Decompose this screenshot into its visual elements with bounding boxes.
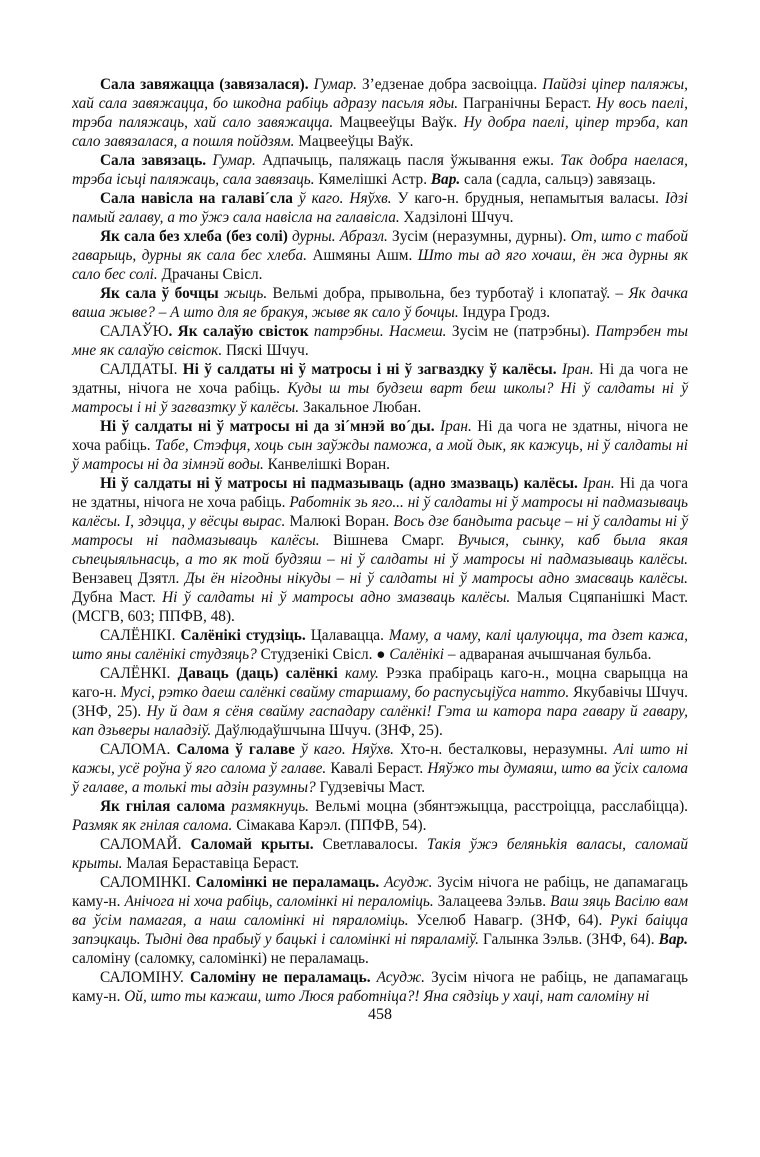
entry-text bbox=[338, 665, 345, 682]
headword-phrase: Як сала ў бочцы bbox=[100, 285, 219, 302]
italic-text: Што ты ад яго хочаш, ён жа дурны як сало бес солі. bbox=[72, 247, 688, 283]
entry-text: Уселюб Навагр. (ЗНФ, 64). bbox=[408, 912, 611, 929]
italic-text: Іран. bbox=[440, 418, 472, 435]
entry-text: Зусім нічога не рабіць, не дапамагаць каму-н. bbox=[72, 874, 688, 910]
entry-text: Кавалі Бераст. bbox=[326, 760, 428, 777]
entry-text: Пагранічны Бераст. bbox=[458, 95, 597, 112]
entry-text: САЛОМА. bbox=[100, 741, 177, 758]
headword-phrase: Ні ў салдаты ні ў матросы ні падмазываць (адно змазваць) калёсы. bbox=[100, 475, 578, 492]
entry-text: САЛОМІНУ. bbox=[100, 969, 190, 986]
entry-text: саломіну (саломку, саломінкі) не пераламаць. bbox=[72, 950, 369, 967]
italic-text: Табе, Стэфця, хоць сын заўжды паможа, а мой дык, як кажуць, ні ў салдаты ні ў матросы ні да зімнэй воды. bbox=[72, 437, 688, 473]
italic-text: Ой, што ты кажаш, што Люся работніца?! Яна сядзіць у хаці, нат саломіну ні bbox=[124, 988, 650, 1005]
italic-text: патрэбны. Насмеш. bbox=[313, 323, 447, 340]
dictionary-entry bbox=[72, 227, 688, 284]
entry-text: Рэзка прабіраць каго-н., моцна сварыцца на каго-н. bbox=[72, 665, 688, 701]
entry-text: Студзенікі Свісл. ● bbox=[256, 646, 390, 663]
italic-text: Ні ў салдаты ні ў матросы адно змазваць калёсы. bbox=[162, 589, 511, 606]
dictionary-entry bbox=[72, 360, 688, 417]
italic-text: Асудж. bbox=[376, 969, 426, 986]
dictionary-entry bbox=[72, 968, 688, 1006]
entry-text: Малыя Сцяпанішкі Маст. (МСГВ, 603; ППФВ, 48). bbox=[72, 589, 688, 625]
headword-phrase: Саломай крыты. bbox=[190, 836, 314, 853]
dictionary-entry bbox=[72, 417, 688, 474]
entry-text: Кямелішкі Астр. bbox=[314, 171, 431, 188]
entry-text: Сімакава Карэл. (ППФВ, 54). bbox=[232, 817, 427, 834]
italic-text: Алі што ні кажы, усё роўна ў яго салома ў галаве. bbox=[72, 741, 688, 777]
entry-text: Гудзевічы Маст. bbox=[315, 779, 426, 796]
italic-text: ў каго. Няўхв. bbox=[300, 741, 394, 758]
italic-text: Куды ш ты будзеш варт беш школы? Ні ў салдаты ні ў матросы і ні ў загвазтку ў калёсы. bbox=[72, 380, 688, 416]
headword-phrase: Саломіну не пераламаць. bbox=[189, 969, 371, 986]
italic-text: Салёнікі bbox=[389, 646, 445, 663]
dictionary-entry bbox=[72, 740, 688, 797]
italic-text: От, што с табой гаварыць, дурны як сала бес хлеба. bbox=[72, 228, 688, 264]
dictionary-entry bbox=[72, 835, 688, 873]
dictionary-entry bbox=[72, 474, 688, 626]
italic-text: Анічога ні хоча рабіць, саломінкі ні пераломіць. bbox=[124, 893, 434, 910]
italic-text: Гумар. bbox=[212, 152, 256, 169]
entry-text: САЛОМІНКІ. bbox=[100, 874, 196, 891]
entry-text: Вішнева Смарг. bbox=[319, 532, 458, 549]
italic-text: Так добра наелася, трэба ісьці паляжаць, сала завязаць. bbox=[72, 152, 688, 188]
headword-phrase: Даваць (даць) салёнкі bbox=[177, 665, 338, 682]
headword-phrase: Ні ў салдаты ні ў матросы ні да зі´мнэй во´ды. bbox=[100, 418, 435, 435]
entry-text: Светлавалосы. bbox=[313, 836, 427, 853]
italic-text: Ваш зяць Васілю вам ва ўсім памагая, а наш саломінкі ні пяраломіць. bbox=[72, 893, 688, 929]
headword-phrase: Салома ў галаве bbox=[176, 741, 295, 758]
entry-text: Дубна Маст. bbox=[72, 589, 163, 606]
entry-text: Ні да чога не здатны, нічога не хоча рабіць. bbox=[72, 361, 688, 397]
dictionary-entry bbox=[72, 189, 688, 227]
entry-text: У каго-н. брудныя, непамытыя валасы. bbox=[391, 190, 665, 207]
entry-text: САЛОМАЙ. bbox=[100, 836, 191, 853]
italic-text: Ідзі памый галаву, а то ўжэ сала навісла на галавісла. bbox=[72, 190, 689, 226]
variant-label: Вар. bbox=[658, 931, 688, 948]
headword-phrase: Сала завязаць. bbox=[100, 152, 207, 169]
italic-text: размякнуць. bbox=[231, 798, 309, 815]
entry-text: Хадзілоні Шчуч. bbox=[399, 209, 514, 226]
entry-text: Зусім не (патрэбны). bbox=[446, 323, 596, 340]
entry-text: САЛЁНІКІ. bbox=[100, 627, 181, 644]
italic-text: Маму, а чаму, калі цалуюцца, та дзет кажа, што яны салёнікі студзяць? bbox=[72, 627, 689, 663]
dictionary-entry bbox=[72, 322, 688, 360]
italic-text: Работнік зь яго... ні ў салдаты ні ў матросы ні падмазываць калёсы. І, здэцца, у вёсцы вырас. bbox=[72, 494, 688, 530]
entry-text: Мацвееўцы Ваўк. bbox=[294, 133, 414, 150]
headword-phrase: Саломінкі не пераламаць. bbox=[195, 874, 380, 891]
italic-text: Іран. bbox=[582, 475, 615, 492]
headword-phrase: Як сала без хлеба (без солі) bbox=[100, 228, 288, 245]
entry-text: Зусім нічога не рабіць, не дапамагаць каму-н. bbox=[72, 969, 689, 1005]
italic-text: Няўжо ты думаяш, што ва ўсіх салома ў галаве, а толькі ты адзін разумны? bbox=[72, 760, 688, 796]
entry-text: Драчаны Свісл. bbox=[157, 266, 263, 283]
italic-text: Ды ён нігодны нікуды – ні ў салдаты ні ў матросы адно змасваць калёсы. bbox=[184, 570, 688, 587]
italic-text: жыць. bbox=[224, 285, 268, 302]
entry-text: Вельмі добра, прывольна, без турботаў і клопатаў. – bbox=[267, 285, 629, 302]
italic-text: Мусі, рэтко даеш салёнкі свайму старшаму, бо распусьціўса натто. bbox=[120, 684, 570, 701]
dictionary-entry bbox=[72, 873, 688, 968]
entry-text: Канвелішкі Воран. bbox=[263, 456, 391, 473]
entry-text: – адвараная ачышчаная бульба. bbox=[444, 646, 652, 663]
entry-text: Зусім (неразумны, дурны). bbox=[387, 228, 571, 245]
italic-text: Гумар. bbox=[313, 76, 357, 93]
entry-text: Малюкі Воран. bbox=[285, 513, 394, 530]
dictionary-entry bbox=[72, 626, 688, 664]
entry-text: САЛДАТЫ. bbox=[100, 361, 183, 378]
headword-phrase: Сала завяжацца (завязалася). bbox=[100, 76, 309, 93]
italic-text: Ну вось паелі, трэба паляжаць, хай сало завяжацца. bbox=[72, 95, 688, 131]
entry-text: Якубавічы Шчуч. (ЗНФ, 25). bbox=[72, 684, 689, 720]
headword-phrase: Сала навісла на галаві´сла bbox=[100, 190, 293, 207]
headword-phrase: Салёнікі студзіць. bbox=[180, 627, 306, 644]
headword-phrase: . Як салаўю свісток bbox=[168, 323, 309, 340]
entry-text: Цалавацца. bbox=[305, 627, 389, 644]
italic-text: Пайдзі ціпер паляжы, хай сала завяжацца, бо шкодна рабіць адразу пасьля яды. bbox=[72, 76, 688, 112]
italic-text: дурны. Абразл. bbox=[292, 228, 388, 245]
entry-text: сала (садла, сальцэ) завязаць. bbox=[460, 171, 656, 188]
headword-phrase: Як гнілая салома bbox=[100, 798, 226, 815]
italic-text: Вось дзе бандыта расьце – ні ў салдаты ні ў матросы ні падмазываць калёсы. bbox=[72, 513, 689, 549]
entry-text: Вельмі моцна (збянтэжыцца, расстроіцца, расслабіцца). bbox=[309, 798, 689, 815]
entry-text: Ні да чога не здатны, нічога не хоча рабіць. bbox=[72, 475, 689, 511]
dictionary-entry bbox=[72, 151, 688, 189]
entry-text: Мацвееўцы Ваўк. bbox=[333, 114, 464, 131]
italic-text: Патрэбен ты мне як салаўю свісток. bbox=[72, 323, 688, 359]
italic-text: каму. bbox=[345, 665, 379, 682]
headword-phrase: Ні ў салдаты ні ў матросы і ні ў загваздку ў калёсы. bbox=[182, 361, 557, 378]
entry-text: Малая Бераставіца Бераст. bbox=[122, 855, 299, 872]
entry-text: Ні да чога не здатны, нічога не хоча рабіць. bbox=[72, 418, 689, 454]
dictionary-entry bbox=[72, 664, 688, 740]
italic-text: Асудж. bbox=[384, 874, 433, 891]
page-number: 458 bbox=[368, 1006, 392, 1023]
entry-text: Вензавец Дзятл. bbox=[72, 570, 185, 587]
entry-text: Адпачыць, паляжаць пасля ўжывання ежы. bbox=[255, 152, 561, 169]
italic-text: Як дачка ваша жыве? – А што для яе бракуя, жыве як сало ў бочцы. bbox=[72, 285, 688, 321]
entry-text: САЛАЎЮ bbox=[100, 323, 169, 340]
entry-text: Ашмяны Ашм. bbox=[306, 247, 418, 264]
italic-text: ў каго. Няўхв. bbox=[298, 190, 392, 207]
entry-text: Пяскі Шчуч. bbox=[222, 342, 309, 359]
entry-text: Галынка Зэльв. (ЗНФ, 64). bbox=[478, 931, 659, 948]
dictionary-entry bbox=[72, 75, 688, 151]
variant-label: Вар. bbox=[430, 171, 461, 188]
entry-text: Залацеева Зэльв. bbox=[433, 893, 551, 910]
entry-text: Хто-н. бесталковы, неразумны. bbox=[393, 741, 614, 758]
italic-text: Такія ўжэ беляньkія валасы, саломай крыты. bbox=[72, 836, 689, 872]
italic-text: Рукі баіцца запэцкаць. Тыдні два прабыў у бацькі і саломінкі ні пяраламіў. bbox=[72, 912, 688, 948]
dictionary-entry bbox=[72, 284, 688, 322]
dictionary-entry bbox=[72, 797, 688, 835]
entry-text: З’едзенае добра засвоіцца. bbox=[356, 76, 543, 93]
entry-text: Закальное Любан. bbox=[299, 399, 422, 416]
entry-text: Даўлюдаўшчына Шчуч. (ЗНФ, 25). bbox=[211, 722, 443, 739]
dictionary-page-body bbox=[72, 75, 688, 1006]
italic-text: Ну добра паелі, ціпер трэба, кап сало завязалася, а пошля пойдзям. bbox=[72, 114, 688, 150]
italic-text: Іран. bbox=[561, 361, 594, 378]
italic-text: Ну й дам я сёня свайму гаспадару салёнкі! Гэта ш катора пара гавару й гавару, кап дзьверы наладзіў. bbox=[72, 703, 689, 739]
entry-text: Індура Гродз. bbox=[458, 304, 551, 321]
italic-text: Вучыся, сынку, каб была якая сьпецыяльнасць, а то як той будзяш – ні ў салдаты ні ў матросы ні падмазываць калёсы. bbox=[72, 532, 688, 568]
italic-text: Размяк як гнілая салома. bbox=[72, 817, 233, 834]
entry-text: САЛЁНКІ. bbox=[100, 665, 178, 682]
